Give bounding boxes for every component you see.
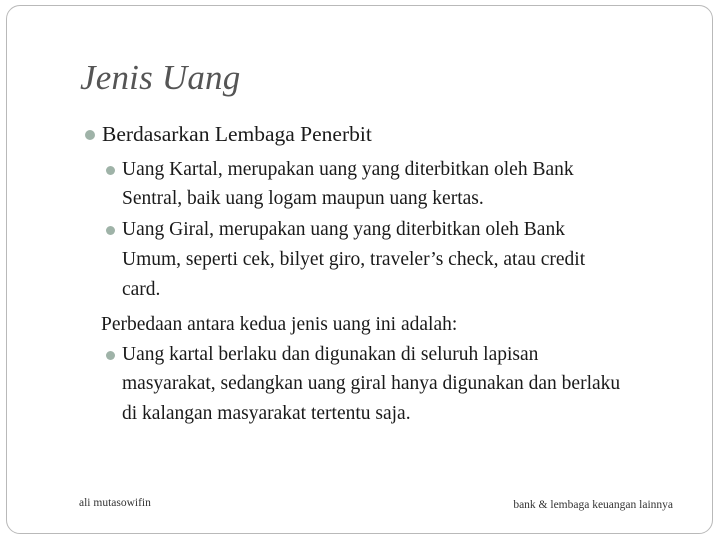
item2-line3: card. [122,279,161,300]
bullet-icon [85,130,95,140]
level1-heading: Berdasarkan Lembaga Penerbit [102,122,372,146]
item2-line2: Umum, seperti cek, bilyet giro, traveler’s check, atau credit [122,249,586,270]
item2-line1: Uang Giral, merupakan uang yang diterbitkan oleh Bank [122,219,565,240]
bullet-icon [106,226,115,235]
bullet-icon [106,166,115,175]
item3-line1: Uang kartal berlaku dan digunakan di seluruh lapisan [122,344,539,365]
item1-line1: Uang Kartal, merupakan uang yang diterbitkan oleh Bank [122,159,574,180]
item3-line2: masyarakat, sedangkan uang giral hanya digunakan dan berlaku [122,373,621,394]
footer-author: ali mutasowifin [79,497,151,509]
slide-title: Jenis Uang [80,58,241,97]
footer-topic: bank & lembaga keuangan lainnya [513,499,673,511]
bullet-icon [106,351,115,360]
item1-line2: Sentral, baik uang logam maupun uang kertas. [122,188,484,209]
note-line: Perbedaan antara kedua jenis uang ini adalah: [101,314,458,335]
item3-line3: di kalangan masyarakat tertentu saja. [122,403,411,424]
